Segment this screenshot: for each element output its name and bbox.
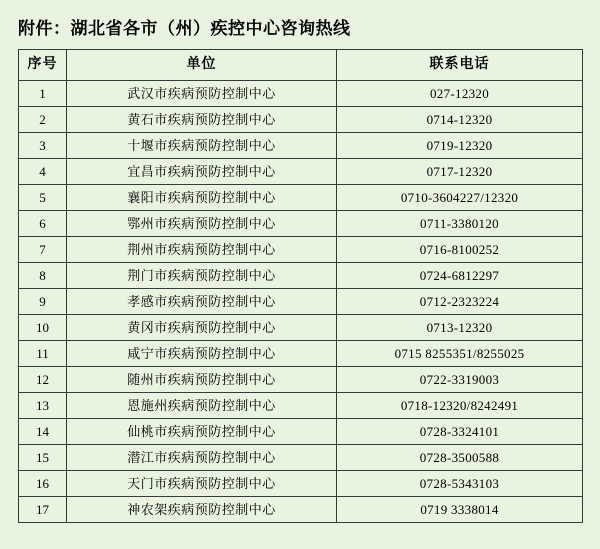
table-row [19, 341, 583, 367]
cell-unit: 神农架疾病预防控制中心 [67, 497, 337, 523]
cell-phone: 0717-12320 [337, 159, 583, 185]
hotline-table [18, 49, 583, 523]
cell-index: 17 [19, 497, 67, 523]
cell-phone: 0728-3500588 [337, 445, 583, 471]
cell-phone: 0724-6812297 [337, 263, 583, 289]
cell-phone: 0728-3324101 [337, 419, 583, 445]
cell-unit: 潜江市疾病预防控制中心 [67, 445, 337, 471]
cell-phone: 0714-12320 [337, 107, 583, 133]
table-row [19, 159, 583, 185]
column-header-phone: 联系电话 [337, 50, 583, 81]
cell-unit: 咸宁市疾病预防控制中心 [67, 341, 337, 367]
table-row [19, 185, 583, 211]
table-row [19, 81, 583, 107]
cell-index: 14 [19, 419, 67, 445]
cell-index: 6 [19, 211, 67, 237]
cell-index: 10 [19, 315, 67, 341]
table-row [19, 107, 583, 133]
cell-index: 9 [19, 289, 67, 315]
cell-phone: 027-12320 [337, 81, 583, 107]
table-body [19, 81, 583, 523]
cell-phone: 0712-2323224 [337, 289, 583, 315]
cell-phone: 0710-3604227/12320 [337, 185, 583, 211]
cell-unit: 仙桃市疾病预防控制中心 [67, 419, 337, 445]
cell-index: 11 [19, 341, 67, 367]
table-row [19, 471, 583, 497]
cell-unit: 天门市疾病预防控制中心 [67, 471, 337, 497]
page-title: 附件：湖北省各市（州）疾控中心咨询热线 [18, 19, 351, 38]
cell-phone: 0718-12320/8242491 [337, 393, 583, 419]
table-row [19, 419, 583, 445]
cell-unit: 恩施州疾病预防控制中心 [67, 393, 337, 419]
table-row [19, 497, 583, 523]
cell-unit: 武汉市疾病预防控制中心 [67, 81, 337, 107]
cell-index: 7 [19, 237, 67, 263]
cell-index: 2 [19, 107, 67, 133]
cell-phone: 0711-3380120 [337, 211, 583, 237]
column-header-index: 序号 [19, 50, 67, 81]
cell-phone: 0728-5343103 [337, 471, 583, 497]
cell-phone: 0719 3338014 [337, 497, 583, 523]
cell-index: 13 [19, 393, 67, 419]
column-header-unit: 单位 [67, 50, 337, 81]
cell-unit: 襄阳市疾病预防控制中心 [67, 185, 337, 211]
table-container [18, 49, 582, 523]
cell-unit: 荆州市疾病预防控制中心 [67, 237, 337, 263]
cell-index: 12 [19, 367, 67, 393]
table-row [19, 211, 583, 237]
table-row [19, 289, 583, 315]
cell-phone: 0716-8100252 [337, 237, 583, 263]
cell-phone: 0719-12320 [337, 133, 583, 159]
cell-phone: 0713-12320 [337, 315, 583, 341]
cell-unit: 鄂州市疾病预防控制中心 [67, 211, 337, 237]
cell-index: 15 [19, 445, 67, 471]
table-header-row [19, 50, 583, 81]
cell-index: 4 [19, 159, 67, 185]
cell-phone: 0715 8255351/8255025 [337, 341, 583, 367]
cell-index: 5 [19, 185, 67, 211]
cell-phone: 0722-3319003 [337, 367, 583, 393]
table-row [19, 133, 583, 159]
table-row [19, 315, 583, 341]
cell-unit: 随州市疾病预防控制中心 [67, 367, 337, 393]
cell-unit: 宜昌市疾病预防控制中心 [67, 159, 337, 185]
cell-unit: 黄石市疾病预防控制中心 [67, 107, 337, 133]
table-row [19, 237, 583, 263]
cell-unit: 黄冈市疾病预防控制中心 [67, 315, 337, 341]
table-row [19, 393, 583, 419]
cell-index: 3 [19, 133, 67, 159]
table-row [19, 263, 583, 289]
table-row [19, 367, 583, 393]
cell-index: 16 [19, 471, 67, 497]
cell-unit: 荆门市疾病预防控制中心 [67, 263, 337, 289]
cell-unit: 孝感市疾病预防控制中心 [67, 289, 337, 315]
cell-unit: 十堰市疾病预防控制中心 [67, 133, 337, 159]
cell-index: 8 [19, 263, 67, 289]
table-header [19, 50, 583, 81]
cell-index: 1 [19, 81, 67, 107]
table-row [19, 445, 583, 471]
